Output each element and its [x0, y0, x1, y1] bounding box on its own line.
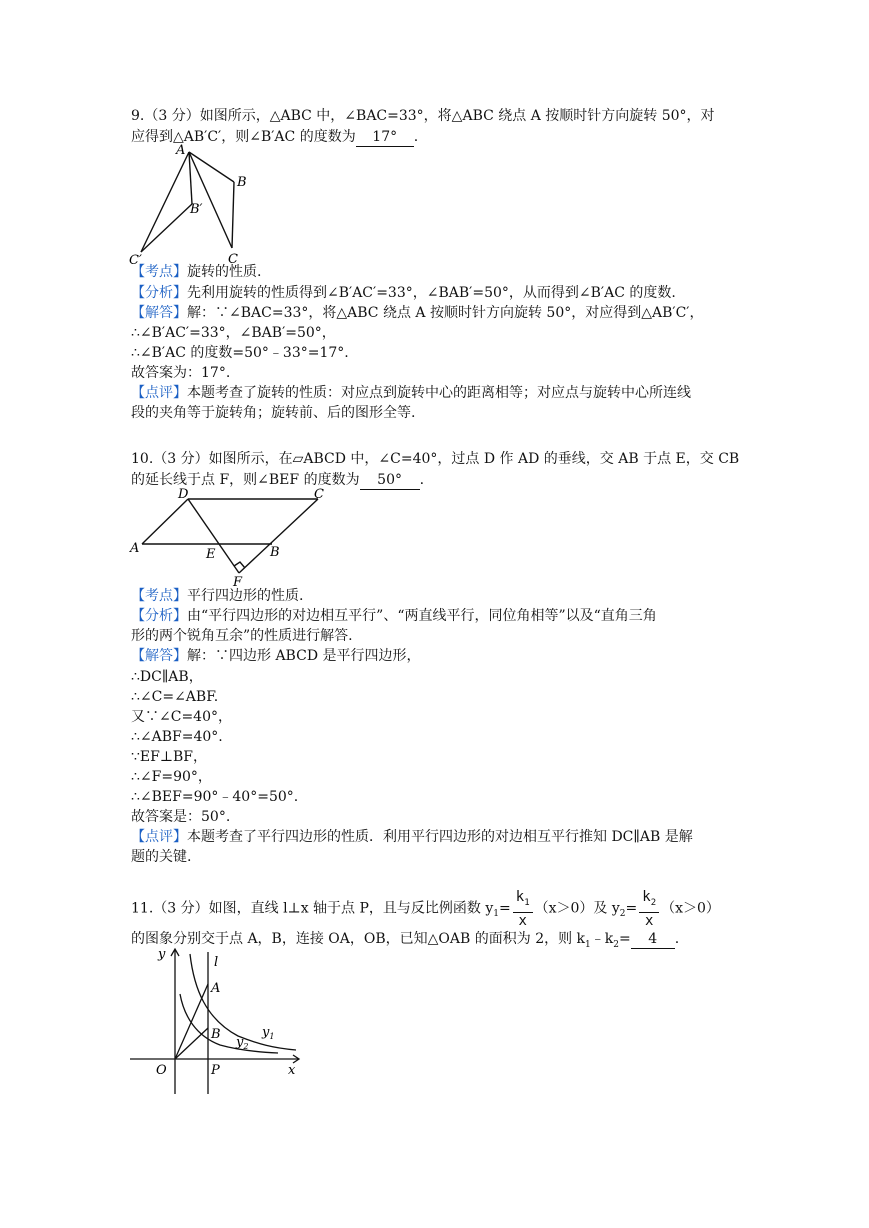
q11-eq2: = [625, 900, 638, 917]
q10-seg-ad [142, 499, 188, 544]
q10-dianping-line2: 题的关键. [131, 849, 192, 865]
q11-y1-sub: 1 [493, 909, 500, 920]
q9-label-a: A [176, 143, 186, 158]
q11-label-y2 [235, 1035, 248, 1051]
q11-fraction-k1-over-x [513, 888, 533, 929]
q11-frac1-den: x [518, 912, 527, 929]
q11-label-y1-sub: 1 [269, 1032, 275, 1041]
q9-label-c: C [228, 252, 238, 266]
q10-stem-end: . [419, 472, 425, 488]
q10-step: ∵EF⊥BF， [131, 749, 208, 765]
q10-step: ∴∠ABF=40°. [131, 729, 223, 745]
q9-rotation-figure [126, 142, 266, 266]
q10-fenxi-tag: 【分析】 [131, 608, 187, 624]
q11-stem-end: . [674, 931, 680, 947]
q10-kaodian-tag: 【考点】 [131, 588, 187, 604]
q10-step: 又∵∠C=40°， [131, 709, 232, 725]
q10-kaodian [131, 586, 303, 606]
q10-label-d: D [178, 487, 189, 502]
q10-fenxi-text: 由“平行四边形的对边相互平行”、“两直线平行，同位角相等”以及“直角三角 [187, 608, 657, 624]
q9-step2: ∴∠B′AC 的度数=50°﹣33°=17°. [131, 345, 349, 361]
q11-fraction-k2-over-x [639, 888, 659, 929]
q11-stem-line1 [131, 888, 720, 934]
q10-jieda [131, 646, 421, 666]
q9-label-c-prime: C′ [129, 253, 142, 266]
q10-step: ∴∠C=∠ABF. [131, 689, 219, 705]
q11-eq1: = [499, 900, 511, 917]
q11-minus: ﹣k [590, 931, 614, 947]
q10-final: 故答案是：50°. [131, 809, 231, 825]
q9-fenxi [131, 283, 676, 303]
q9-dianping [131, 383, 691, 403]
q10-step: ∴∠F=90°， [131, 769, 212, 785]
q9-dianping-tag: 【点评】 [131, 385, 187, 401]
q11-seg-ob [175, 1028, 208, 1059]
q11-label-b: B [211, 1027, 221, 1042]
q10-step: ∴DC∥AB， [131, 669, 203, 685]
q11-label-p: P [211, 1063, 220, 1078]
q9-answer-blank: 17° [356, 128, 414, 147]
q11-frac2-num: k [642, 889, 651, 905]
q10-label-a: A [130, 541, 140, 556]
q11-stem-text: 11.（3 分）如图，直线 l⊥x 轴于点 P，且与反比例函数 y [131, 900, 494, 917]
q9-stem-line1: 9.（3 分）如图所示，△ABC 中，∠BAC=33°，将△ABC 绕点 A 按顺时针方向旋转 50°，对 [131, 108, 715, 124]
q11-eq3: = [619, 931, 631, 947]
q11-stem-text2: 的图象分别交于点 A，B，连接 OA，OB，已知△OAB 的面积为 2，则 k [131, 931, 586, 947]
q11-frac1-num: k [515, 889, 525, 905]
q11-label-y2-sub: 2 [243, 1042, 249, 1051]
q11-frac2-num-sub: 2 [650, 897, 657, 908]
q9-seg-bc [232, 182, 234, 248]
q9-seg-bc-prime [141, 204, 192, 252]
q9-stem-text: 应得到△AB′C′，则∠B′AC 的度数为 [131, 129, 356, 145]
q9-jieda-tag: 【解答】 [131, 305, 187, 321]
q10-dianping-tag: 【点评】 [131, 829, 187, 845]
q11-label-l: l [214, 955, 219, 970]
q10-dianping [131, 827, 693, 847]
q11-label-x-axis: x [288, 1063, 296, 1078]
q11-label-y-axis: y [158, 947, 166, 962]
q9-kaodian [131, 262, 261, 282]
q10-label-b: B [270, 545, 280, 560]
q10-answer-blank: 50° [360, 471, 420, 490]
q11-label-a: A [211, 981, 221, 996]
q11-label-y1 [261, 1025, 274, 1041]
q10-parallelogram-figure [128, 484, 328, 588]
q9-stem-end: . [413, 129, 419, 145]
q9-dianping-text: 本题考查了旋转的性质：对应点到旋转中心的距离相等；对应点与旋转中心所连线 [187, 385, 691, 401]
q10-stem-line1: 10.（3 分）如图所示，在▱ABCD 中，∠C=40°，过点 D 作 AD 的垂线，交 AB 于点 E，交 CB [131, 451, 740, 467]
q10-step: ∴∠BEF=90°﹣40°=50°. [131, 789, 299, 805]
q10-fenxi [131, 606, 657, 626]
q9-dianping-line2: 段的夹角等于旋转角；旋转前、后的图形全等. [131, 405, 416, 421]
q9-seg-ab-prime [189, 152, 192, 204]
q11-k1-sub: 1 [585, 939, 591, 950]
q9-label-b-prime: B′ [190, 202, 203, 217]
q11-frac1-num-sub: 1 [524, 897, 530, 908]
q9-step1: ∴∠B′AC′=33°，∠BAB′=50°， [131, 325, 336, 341]
q9-jieda [131, 303, 703, 323]
q11-k2-sub: 2 [613, 939, 619, 950]
q11-cond2: （x＞0） [661, 900, 720, 917]
q11-function-graph [128, 944, 308, 1104]
q9-fenxi-tag: 【分析】 [131, 285, 187, 301]
q10-seg-cf [239, 499, 318, 573]
q9-final: 故答案为：17°. [131, 365, 231, 381]
q9-jieda-text: 解：∵∠BAC=33°，将△ABC 绕点 A 按顺时针方向旋转 50°，对应得到△AB′C′， [187, 305, 704, 321]
q9-fenxi-text: 先利用旋转的性质得到∠B′AC′=33°，∠BAB′=50°，从而得到∠B′AC 的度数. [187, 285, 676, 301]
q10-label-e: E [206, 547, 216, 562]
q10-stem-text: 的延长线于点 F，则∠BEF 的度数为 [131, 472, 360, 488]
q10-jieda-text: 解：∵四边形 ABCD 是平行四边形， [187, 648, 421, 664]
q11-cond1: （x＞0）及 y [534, 900, 620, 917]
q11-label-y2-main: y [236, 1035, 244, 1050]
q10-jieda-tag: 【解答】 [131, 648, 187, 664]
q9-label-b: B [237, 175, 247, 190]
q9-seg-ac-prime [141, 152, 189, 252]
q9-kaodian-tag: 【考点】 [131, 264, 187, 280]
q10-dianping-text: 本题考查了平行四边形的性质．利用平行四边形的对边相互平行推知 DC∥AB 是解 [187, 829, 693, 845]
q11-answer-blank: 4 [631, 930, 675, 949]
q11-label-y1-main: y [262, 1025, 270, 1040]
q10-label-f: F [233, 575, 243, 588]
q11-label-o: O [156, 1063, 167, 1078]
q10-kaodian-text: 平行四边形的性质. [187, 588, 304, 604]
q11-y2-sub: 2 [619, 909, 626, 920]
q11-frac2-den: x [644, 912, 654, 929]
q9-kaodian-text: 旋转的性质. [187, 264, 262, 280]
q10-fenxi-line2: 形的两个锐角互余”的性质进行解答. [131, 628, 353, 644]
q10-label-c: C [314, 487, 324, 502]
